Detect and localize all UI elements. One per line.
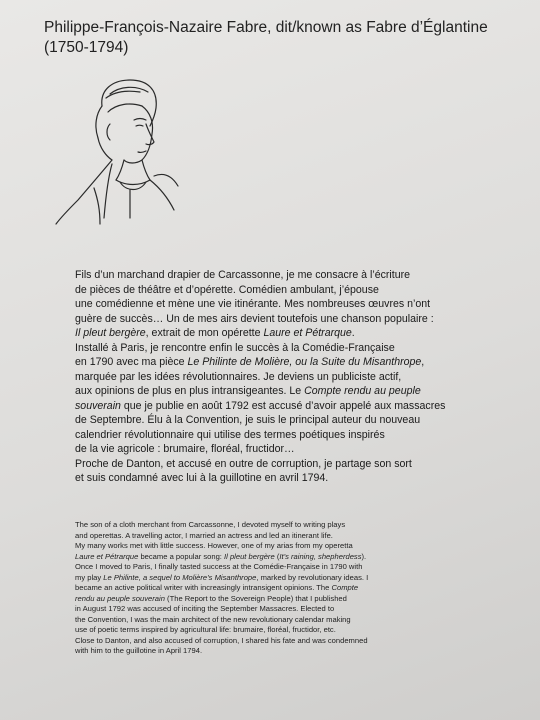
italic-title-text: Compte rendu au peuple xyxy=(304,385,421,397)
french-text-line xyxy=(75,341,515,356)
english-text-line xyxy=(75,573,515,584)
french-text-line xyxy=(75,312,515,327)
english-text-line xyxy=(75,531,515,542)
english-text-line xyxy=(75,646,515,657)
english-text-line xyxy=(75,604,515,615)
english-text-line xyxy=(75,636,515,647)
english-text-line xyxy=(75,583,515,594)
italic-title-text: It’s raining, shepherdess xyxy=(279,551,362,561)
text-segment: et suis condamné avec lui à la guillotine en avril 1794. xyxy=(75,472,329,484)
text-segment: marquée par les idées révolutionnaires. Je deviens un publiciste actif, xyxy=(75,370,402,383)
italic-title-text: Il pleut bergère xyxy=(224,551,275,561)
english-text-line xyxy=(75,520,515,531)
english-text-line xyxy=(75,552,515,563)
text-segment: became a popular song: xyxy=(138,551,225,561)
italic-title-text: Le Philinte de Molière, ou la Suite du Misanthrope xyxy=(187,356,422,368)
text-segment: My many works met with little success. However, one of my arias from my operetta xyxy=(75,541,353,550)
french-text-line xyxy=(75,413,515,428)
french-text-line xyxy=(75,442,515,457)
italic-title-text: Il pleut bergère xyxy=(75,327,146,339)
english-text-line xyxy=(75,541,515,552)
italic-title-text: Compte xyxy=(331,583,359,592)
text-segment: , xyxy=(421,356,425,368)
french-text-line xyxy=(75,384,515,399)
french-text-line xyxy=(75,471,515,486)
text-segment: Proche de Danton, et accusé en outre de corruption, je partage son sort xyxy=(75,457,412,470)
text-segment: de Septembre. Élu à la Convention, je suis le principal auteur du nouveau xyxy=(75,414,421,426)
title-dates: (1750-1794) xyxy=(44,39,129,56)
text-segment: use of poetic terms inspired by agricultural life: brumaire, floréal, fructidor, etc. xyxy=(75,625,336,634)
text-segment: the Convention, I was the main architect of the new revolutionary calendar making xyxy=(75,614,351,624)
french-paragraph xyxy=(75,268,515,486)
text-segment: (The Report to the Sovereign People) that I published xyxy=(164,593,347,603)
french-text-line xyxy=(75,428,515,443)
text-segment: Close to Danton, and also accused of corruption, I shared his fate and was condemned xyxy=(75,635,368,645)
text-segment: , extrait de mon opérette xyxy=(145,327,264,339)
text-segment: Installé à Paris, je rencontre enfin le succès à la Comédie-Française xyxy=(75,341,395,354)
text-segment: de la vie agricole : brumaire, floréal, fructidor… xyxy=(75,443,295,455)
text-segment: de pièces de théâtre et d’opérette. Comédien ambulant, j’épouse xyxy=(75,283,379,296)
english-paragraph xyxy=(75,520,515,657)
italic-title-text: rendu au peuple souverain xyxy=(75,593,165,603)
text-segment: Fils d’un marchand drapier de Carcassonne, je me consacre à l’écriture xyxy=(75,269,411,281)
french-text-line xyxy=(75,297,515,312)
text-segment: The son of a cloth merchant from Carcassonne, I devoted myself to writing plays xyxy=(75,520,346,529)
french-text-line xyxy=(75,355,515,370)
french-text-line xyxy=(75,399,515,414)
text-segment: became an active political writer with increasingly intransigent opinions. The xyxy=(75,583,332,592)
italic-title-text: Laure et Pétrarque xyxy=(263,327,352,339)
text-segment: ). xyxy=(361,551,367,561)
english-text-line xyxy=(75,615,515,626)
text-segment: in August 1792 was accused of inciting the September Massacres. Elected to xyxy=(75,604,335,613)
text-segment: with him to the guillotine in April 1794. xyxy=(75,646,203,655)
text-segment: and operettas. A travelling actor, I married an actress and led an itinerant life. xyxy=(75,530,333,540)
italic-title-text: Le Philinte, a sequel to Molière’s Misanthrope xyxy=(103,572,257,582)
english-text-line xyxy=(75,594,515,605)
english-text-line xyxy=(75,625,515,636)
italic-title-text: souverain xyxy=(75,399,121,412)
text-segment: Once I moved to Paris, I finally tasted success at the Comédie-Française in 1790 with xyxy=(75,562,363,571)
text-segment: que je publie en août 1792 est accusé d’avoir appelé aux massacres xyxy=(120,399,446,412)
french-text-line xyxy=(75,283,515,298)
text-segment: . xyxy=(351,327,355,339)
french-text-line xyxy=(75,326,515,341)
text-segment: une comédienne et mène une vie itinérante. Mes nombreuses œuvres n’ont xyxy=(75,298,431,310)
portrait-sketch-icon xyxy=(50,68,200,228)
french-text-line xyxy=(75,370,515,385)
panel-title xyxy=(44,18,514,58)
text-segment: ( xyxy=(274,551,280,561)
text-segment: , marked by revolutionary ideas. I xyxy=(256,572,369,582)
text-segment: my play xyxy=(75,572,104,582)
text-segment: guère de succès… Un de mes airs devient toutefois une chanson populaire : xyxy=(75,312,434,325)
english-text-line xyxy=(75,562,515,573)
text-segment: en 1790 avec ma pièce xyxy=(75,356,188,368)
french-text-line xyxy=(75,268,515,283)
french-text-line xyxy=(75,457,515,472)
italic-title-text: Laure et Pétrarque xyxy=(75,551,139,561)
text-segment: aux opinions de plus en plus intransigeantes. Le xyxy=(75,385,305,397)
text-segment: calendrier révolutionnaire qui utilise des termes poétiques inspirés xyxy=(75,428,385,441)
title-name: Philippe-François-Nazaire Fabre, dit/known as Fabre d’Églantine xyxy=(44,19,488,36)
